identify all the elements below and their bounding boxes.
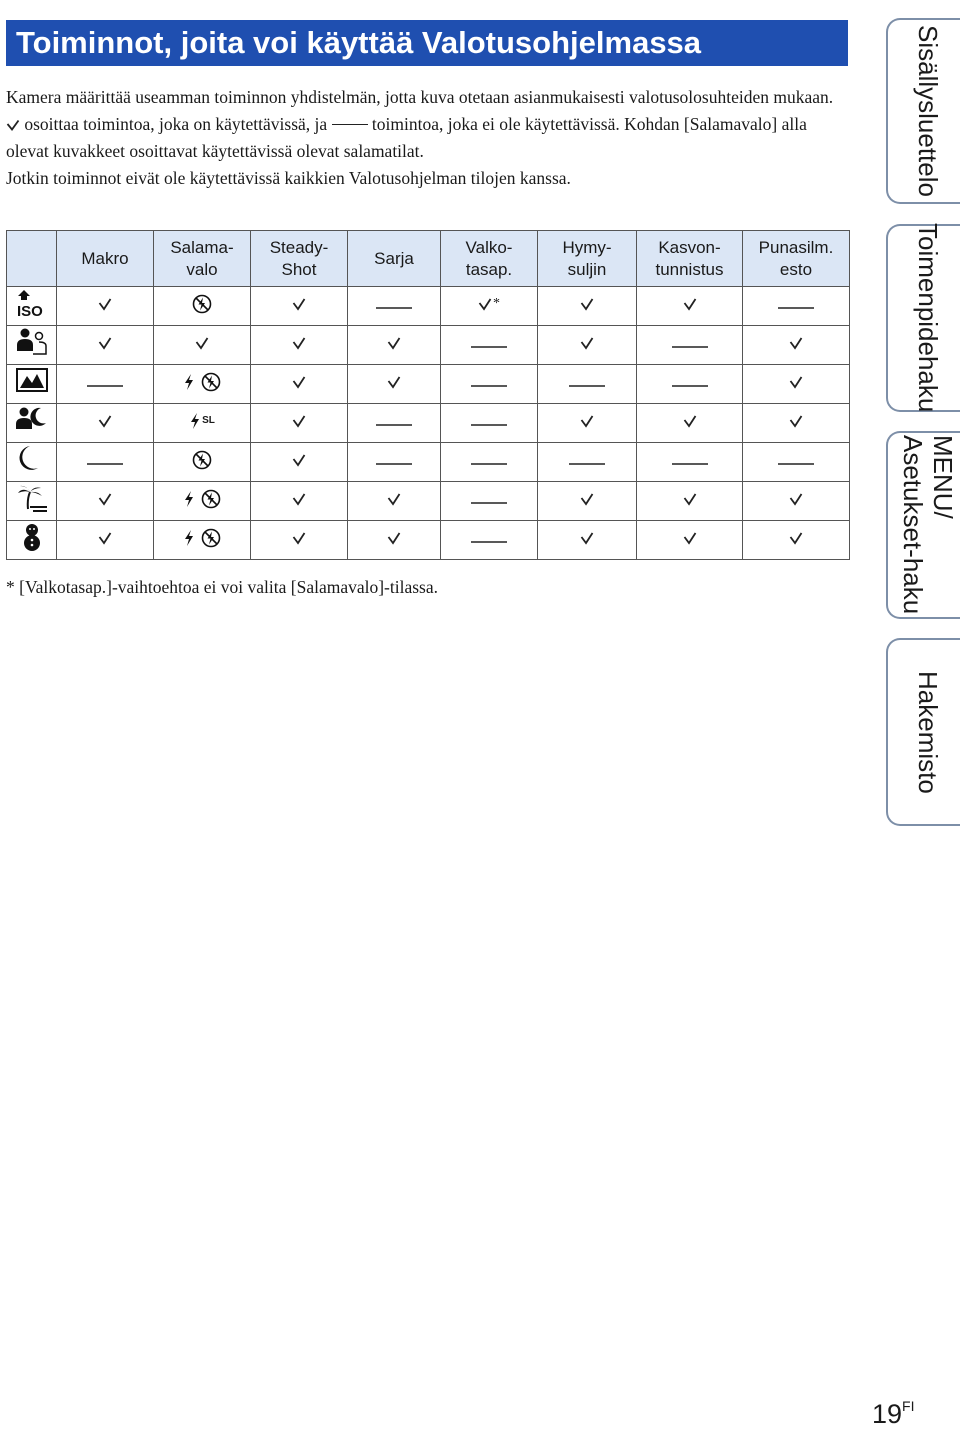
cell-mark (292, 297, 306, 311)
table-row (7, 443, 850, 482)
check-icon (98, 297, 112, 311)
table-cell (57, 443, 154, 482)
cell-mark (789, 336, 803, 350)
page-title: Toiminnot, joita voi käyttää Valotusohjelmassa (16, 25, 702, 60)
cell-mark (580, 492, 594, 506)
table-cell (348, 326, 441, 365)
check-icon (580, 297, 594, 311)
cell-mark (672, 462, 708, 466)
table-cell (251, 521, 348, 560)
table-cell (637, 482, 743, 521)
dash-icon (87, 462, 123, 466)
high-sensitivity-iso-icon (16, 288, 48, 320)
table-cell (743, 521, 850, 560)
table-cell (348, 287, 441, 326)
table-cell (57, 521, 154, 560)
flash-off-icon (192, 294, 212, 314)
table-cell (538, 365, 637, 404)
tab-operation-search[interactable] (886, 224, 960, 412)
table-cell (348, 521, 441, 560)
check-icon (478, 297, 492, 311)
check-icon (292, 492, 306, 506)
table-cell (57, 326, 154, 365)
cell-mark (183, 528, 221, 548)
cell-mark (471, 423, 507, 427)
header-corner (7, 231, 57, 287)
check-icon (789, 375, 803, 389)
dash-icon (376, 462, 412, 466)
cell-mark (87, 462, 123, 466)
scene-icon-cell (7, 404, 57, 443)
scene-icon-cell (7, 365, 57, 404)
tab-contents[interactable] (886, 18, 960, 204)
dash-icon (471, 501, 507, 505)
table-cell (348, 482, 441, 521)
svg-text:ISO: ISO (16, 302, 43, 320)
cell-mark (387, 531, 401, 545)
table-header-row (7, 231, 850, 287)
cell-mark (387, 336, 401, 350)
flash-off-icon (192, 450, 212, 470)
cell-mark (471, 462, 507, 466)
page-number (872, 1398, 915, 1430)
cell-mark (195, 336, 209, 350)
cell-mark (387, 375, 401, 389)
cell-mark (683, 414, 697, 428)
cell-mark (471, 540, 507, 544)
check-icon (195, 336, 209, 350)
check-icon (580, 492, 594, 506)
check-icon (98, 336, 112, 350)
check-icon (292, 336, 306, 350)
dash-icon (672, 345, 708, 349)
cell-mark (778, 462, 814, 466)
page-suffix: FI (902, 1398, 915, 1414)
flash-on-icon (183, 490, 195, 508)
table-row (7, 326, 850, 365)
table-cell (538, 287, 637, 326)
table-cell (743, 443, 850, 482)
scene-icon-cell (7, 482, 57, 521)
cell-mark (478, 296, 500, 312)
intro-paragraph-2: Jotkin toiminnot eivät ole käytettävissä kaikkien Valotusohjelman tilojen kanssa. (6, 168, 571, 188)
table-cell (251, 287, 348, 326)
check-icon (683, 531, 697, 545)
dash-icon (332, 124, 368, 126)
table-cell (743, 326, 850, 365)
cell-mark (471, 384, 507, 388)
check-icon (98, 531, 112, 545)
table-body (7, 287, 850, 560)
table-row (7, 521, 850, 560)
dash-icon (87, 384, 123, 388)
beach-icon (16, 483, 48, 515)
cell-mark (471, 345, 507, 349)
scene-icon-cell (7, 326, 57, 365)
dash-icon (471, 345, 507, 349)
dash-icon (376, 306, 412, 310)
column-header: Makro (57, 231, 154, 287)
check-icon (789, 531, 803, 545)
check-icon (387, 531, 401, 545)
column-header: Valko- tasap. (441, 231, 538, 287)
cell-mark (98, 414, 112, 428)
intro-text-b: osoittaa toimintoa, joka on käytettävissä, ja (20, 114, 332, 134)
cell-mark (789, 375, 803, 389)
cell-mark (189, 412, 215, 430)
cell-mark (292, 375, 306, 389)
flash-off-icon (201, 489, 221, 509)
dash-icon (471, 462, 507, 466)
cell-mark (580, 297, 594, 311)
snow-icon (16, 522, 48, 554)
table-cell (538, 404, 637, 443)
table-cell (251, 326, 348, 365)
table-cell (251, 443, 348, 482)
cell-mark (292, 531, 306, 545)
cell-mark (387, 492, 401, 506)
scene-icon-cell (7, 443, 57, 482)
landscape-icon (16, 366, 48, 398)
table-cell (637, 404, 743, 443)
table-cell (251, 482, 348, 521)
soft-snap-portrait-icon (16, 327, 48, 359)
dash-icon (569, 462, 605, 466)
check-icon (292, 414, 306, 428)
tab-index[interactable] (886, 638, 960, 826)
table-cell (441, 482, 538, 521)
intro-text (6, 84, 848, 192)
flash-on-icon (189, 412, 201, 430)
table-cell (251, 404, 348, 443)
table-cell (637, 326, 743, 365)
column-header: Hymy- suljin (538, 231, 637, 287)
table-cell (154, 365, 251, 404)
cell-mark (683, 492, 697, 506)
table-cell (348, 365, 441, 404)
table-cell (251, 365, 348, 404)
table-cell (637, 365, 743, 404)
cell-mark (789, 492, 803, 506)
dash-icon (471, 540, 507, 544)
cell-mark (183, 372, 221, 392)
cell-mark (98, 297, 112, 311)
tab-label: Toimenpidehaku (913, 223, 943, 413)
cell-mark (87, 384, 123, 388)
table-cell (154, 326, 251, 365)
check-icon (387, 492, 401, 506)
tab-menu-settings-search[interactable] (886, 431, 960, 619)
check-icon (292, 453, 306, 467)
column-header: Sarja (348, 231, 441, 287)
table-cell (538, 521, 637, 560)
cell-mark (98, 531, 112, 545)
check-icon (789, 336, 803, 350)
check-icon (387, 336, 401, 350)
title-bar (6, 20, 848, 66)
check-icon (580, 531, 594, 545)
check-icon (292, 297, 306, 311)
dash-icon (672, 384, 708, 388)
cell-mark (471, 501, 507, 505)
table-cell (348, 404, 441, 443)
table-cell (538, 443, 637, 482)
cell-mark (292, 336, 306, 350)
table-cell (743, 365, 850, 404)
check-icon (292, 375, 306, 389)
check-icon (789, 492, 803, 506)
table-cell (57, 365, 154, 404)
check-icon (683, 492, 697, 506)
twilight-moon-icon (16, 444, 48, 476)
cell-mark (292, 492, 306, 506)
table-cell (538, 326, 637, 365)
scene-icon-cell (7, 287, 57, 326)
cell-mark (789, 531, 803, 545)
table-row (7, 365, 850, 404)
cell-mark (376, 462, 412, 466)
table-cell (743, 404, 850, 443)
tab-label: Sisällysluettelo (913, 25, 943, 197)
flash-on-icon (183, 529, 195, 547)
slow-sync-label: SL (202, 415, 215, 426)
table-cell (57, 404, 154, 443)
flash-off-icon (201, 372, 221, 392)
intro-paragraph-1 (6, 84, 848, 165)
table-cell (154, 521, 251, 560)
cell-mark (98, 336, 112, 350)
check-icon (580, 336, 594, 350)
table-cell (743, 482, 850, 521)
table-row (7, 287, 850, 326)
cell-mark (580, 531, 594, 545)
check-icon (580, 414, 594, 428)
table-cell (441, 443, 538, 482)
cell-mark (376, 306, 412, 310)
cell-mark (778, 306, 814, 310)
cell-mark (192, 294, 212, 314)
column-header: Kasvon- tunnistus (637, 231, 743, 287)
table-cell (154, 482, 251, 521)
footnote-star: * (493, 296, 500, 311)
column-header: Steady- Shot (251, 231, 348, 287)
table-row (7, 482, 850, 521)
table-cell (743, 287, 850, 326)
cell-mark (683, 297, 697, 311)
table-cell (57, 482, 154, 521)
table-cell (441, 365, 538, 404)
table-cell (154, 443, 251, 482)
check-icon (6, 119, 20, 131)
dash-icon (471, 423, 507, 427)
table-cell (538, 482, 637, 521)
check-icon (683, 414, 697, 428)
page-number-value: 19 (872, 1399, 903, 1429)
cell-mark (683, 531, 697, 545)
cell-mark (672, 384, 708, 388)
tab-label: Hakemisto (913, 670, 943, 794)
column-header: Salama- valo (154, 231, 251, 287)
cell-mark (183, 489, 221, 509)
column-header: Punasilm. esto (743, 231, 850, 287)
check-icon (98, 414, 112, 428)
dash-icon (672, 462, 708, 466)
table-cell (441, 521, 538, 560)
check-icon (98, 492, 112, 506)
cell-mark (292, 453, 306, 467)
dash-icon (778, 462, 814, 466)
table-cell (154, 404, 251, 443)
table-cell (637, 521, 743, 560)
dash-icon (569, 384, 605, 388)
cell-mark (192, 450, 212, 470)
intro-text-c: toimintoa, joka ei ole käytettävissä. Kohdan [Salamavalo] alla olevat kuvakkeet osoittavat käytettävissä olevat salamatilat. (6, 114, 807, 161)
twilight-portrait-icon (16, 405, 48, 437)
flash-slow-sync-icon (189, 412, 215, 430)
table-cell (441, 287, 538, 326)
function-table (6, 230, 850, 560)
table-cell (441, 404, 538, 443)
check-icon (789, 414, 803, 428)
tab-label: MENU/ Asetukset-haku (898, 435, 958, 615)
dash-icon (778, 306, 814, 310)
dash-icon (376, 423, 412, 427)
footnote: * [Valkotasap.]-vaihtoehtoa ei voi valita [Salamavalo]-tilassa. (6, 577, 439, 597)
check-icon (292, 531, 306, 545)
table-cell (154, 287, 251, 326)
intro-text-a: Kamera määrittää useamman toiminnon yhdistelmän, jotta kuva otetaan asianmukaisesti valotusolosuhteiden mukaan. (6, 87, 834, 107)
cell-mark (569, 462, 605, 466)
cell-mark (376, 423, 412, 427)
cell-mark (292, 414, 306, 428)
check-icon (683, 297, 697, 311)
dash-icon (471, 384, 507, 388)
cell-mark (580, 414, 594, 428)
table-cell (637, 443, 743, 482)
table-cell (637, 287, 743, 326)
table-row (7, 404, 850, 443)
flash-on-icon (183, 373, 195, 391)
table-cell (441, 326, 538, 365)
cell-mark (789, 414, 803, 428)
table-cell (348, 443, 441, 482)
cell-mark (580, 336, 594, 350)
table-cell (57, 287, 154, 326)
check-icon (387, 375, 401, 389)
cell-mark (569, 384, 605, 388)
scene-icon-cell (7, 521, 57, 560)
cell-mark (98, 492, 112, 506)
flash-off-icon (201, 528, 221, 548)
cell-mark (672, 345, 708, 349)
